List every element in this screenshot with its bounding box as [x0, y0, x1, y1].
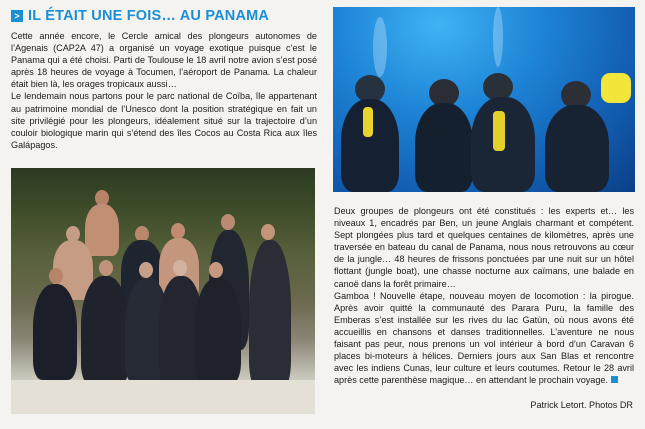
underwater-divers-photo: [333, 7, 635, 192]
paragraph-coiba: Le lendemain nous partons pour le parc national de Coïba, île appartenant au patrimoine mondial de l’Unesco dont la position stratégique en fait un site privilégié pour les plongeurs, idéalement situé sur la trajectoire d’un couloir biologique marin qui s’étend des îles Cocos au Costa Rica aux îles Galápagos.: [11, 91, 317, 150]
right-column-text: [334, 205, 634, 386]
paragraph-intro: Cette année encore, le Cercle amical des plongeurs autonomes de l’Agenais (CAP2A 47) a organisé un voyage exotique puisque c’est le Panama qui a été choisi. Parti de Toulouse le 18 avril notre avion s’est posé après 18 heures de voyage à Tocumen, l’aéroport de Panama. La chaleur était bien là, les orages tropicaux aussi…: [11, 31, 317, 90]
photo-credit: Patrick Letort. Photos DR: [530, 400, 633, 410]
end-mark-icon: [611, 376, 618, 383]
heading-arrow-icon: >: [11, 10, 23, 22]
paragraph-gamboa: [334, 290, 634, 387]
left-column-text: [11, 30, 317, 151]
heading-title: IL ÉTAIT UNE FOIS… AU PANAMA: [28, 8, 270, 24]
article-heading: [11, 8, 269, 24]
paragraph-groups: Deux groupes de plongeurs ont été constitués : les experts et… les niveaux 1, encadrés par Ben, un jeune Anglais charmant et compétent. Sept plongées plus tard et quelques centaines de kilomètres, après une traversée en bateau du canal de Panama, nous nous retrouvons au cœur de la jungle… 48 heures de frissons ponctuées par une nuit sur un hôtel flottant (jungle boat), une chasse nocturne aux caïmans, une balade en canoë dans la forêt primaire…: [334, 206, 634, 289]
group-beach-photo: [11, 168, 315, 414]
paragraph-gamboa-text: Gamboa ! Nouvelle étape, nouveau moyen de locomotion : la pirogue. Après avoir quitté la communauté des Parara Puru, la famille des Emberas s’est installée sur les rives du lac Gatùn, où nous avons été accueillis en chansons et danses traditionnelles. L’aventure ne nous faisant pas peur, nous prenons un vol intérieur à bord d’un Caravan 6 places bi-moteurs à hélices. Derniers jours aux San Blas et rencontre avec les indiens Cunas, leur culture et leurs coutumes. Retour le 28 avril après cette parenthèse magique… en attendant le prochain voyage.: [334, 290, 634, 386]
